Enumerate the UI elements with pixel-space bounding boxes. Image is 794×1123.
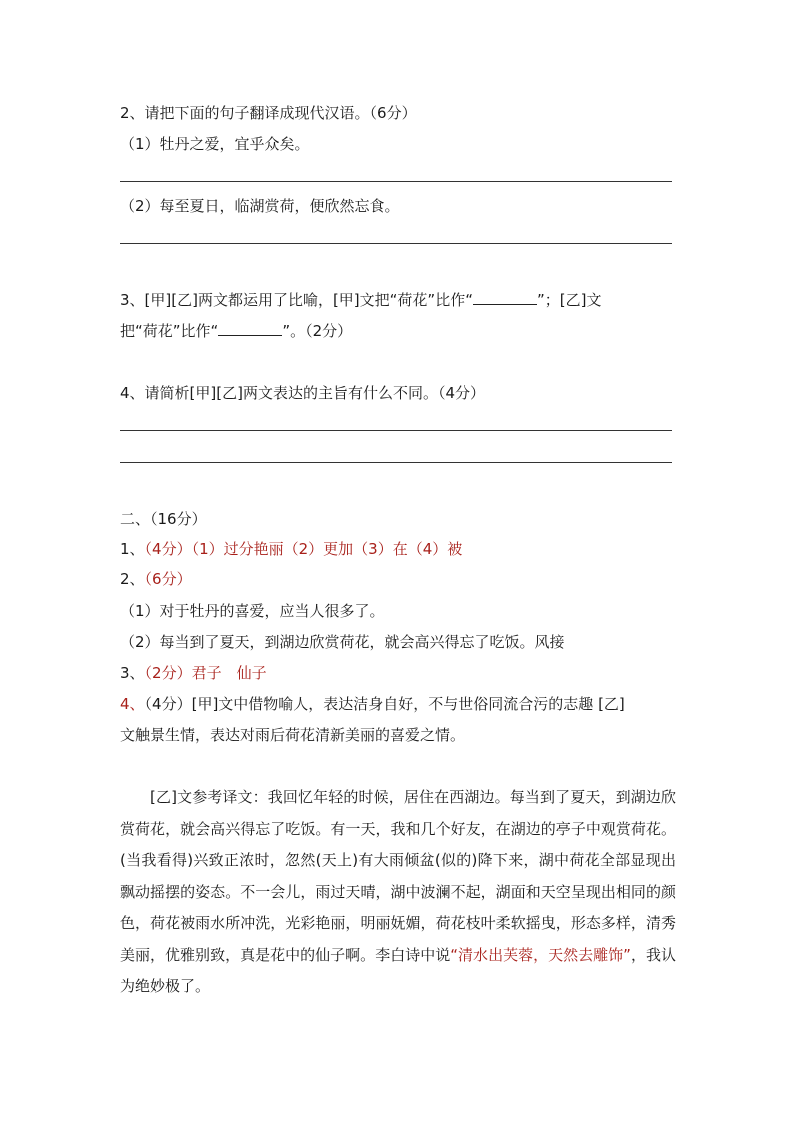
answer-line bbox=[120, 181, 672, 182]
answer-2-label: 2、 bbox=[120, 570, 145, 588]
fill-blank bbox=[218, 321, 282, 336]
question-3-line-1 bbox=[120, 290, 601, 310]
answer-3-label: 3、 bbox=[120, 664, 145, 682]
question-3-text-b: ”；[乙]文 bbox=[536, 291, 602, 309]
answer-2 bbox=[120, 569, 192, 589]
answers-section-title: 二、（16分） bbox=[120, 510, 207, 528]
question-2-item-2: （2）每至夏日，临湖赏荷，便欣然忘食。 bbox=[120, 197, 400, 215]
answer-4-label: 4、 bbox=[120, 695, 145, 713]
answer-4-continued: 文触景生情，表达对雨后荷花清新美丽的喜爱之情。 bbox=[120, 726, 466, 744]
answer-1-text: （4分）（1）过分艳丽（2）更加（3）在（4）被 bbox=[144, 540, 463, 558]
answer-1 bbox=[120, 539, 462, 559]
translation-quote: “清水出芙蓉，天然去雕饰” bbox=[450, 945, 631, 964]
answer-1-label: 1、 bbox=[120, 540, 145, 558]
translation-end: ，我认为绝妙极了。 bbox=[120, 945, 676, 995]
answer-3 bbox=[120, 663, 267, 683]
answer-4-text: （4分）[甲]文中借物喻人，表达洁身自好，不与世俗同流合污的志趣 [乙] bbox=[144, 695, 625, 713]
answer-2-item-2: （2）每当到了夏天，到湖边欣赏荷花，就会高兴得忘了吃饭。风接 bbox=[120, 633, 565, 651]
answer-line bbox=[120, 430, 672, 431]
fill-blank bbox=[473, 290, 537, 305]
question-3-text-d: ”。（2分） bbox=[282, 322, 353, 340]
question-4-title: 4、请简析[甲][乙]两文表达的主旨有什么不同。（4分） bbox=[120, 384, 485, 402]
answer-4 bbox=[120, 694, 625, 714]
question-2-title: 2、请把下面的句子翻译成现代汉语。（6分） bbox=[120, 104, 417, 122]
translation-text: [乙]文参考译文：我回忆年轻的时候，居住在西湖边。每当到了夏天，到湖边欣赏荷花，就会高兴得忘了吃饭。有一天，我和几个好友，在湖边的亭子中观赏荷花。(当我看得)兴致正浓时，忽然(天上)有大雨倾盆(似的)降下来，湖中荷花全部显现出飘动摇摆的姿态。不一会儿，雨过天晴，湖中波澜不起，湖面和天空呈现出相同的颜色，荷花被雨水所冲洗，光彩艳丽，明丽妩媚，荷花枝叶柔软摇曳，形态多样，清秀美丽，优雅别致，真是花中的仙子啊。李白诗中说 bbox=[120, 788, 676, 964]
translation-paragraph bbox=[120, 782, 676, 1003]
question-3-line-2 bbox=[120, 321, 352, 341]
question-2-item-1: （1）牡丹之爱，宜乎众矣。 bbox=[120, 135, 310, 153]
question-3-text-a: 3、[甲][乙]两文都运用了比喻，[甲]文把“荷花”比作“ bbox=[120, 291, 473, 309]
answer-2-text: （6分） bbox=[144, 570, 192, 588]
answer-line bbox=[120, 462, 672, 463]
answer-2-item-1: （1）对于牡丹的喜爱，应当人很多了。 bbox=[120, 602, 385, 620]
answer-line bbox=[120, 243, 672, 244]
answer-3-text: （2分）君子 仙子 bbox=[144, 664, 267, 682]
question-3-text-c: 把“荷花”比作“ bbox=[120, 322, 219, 340]
